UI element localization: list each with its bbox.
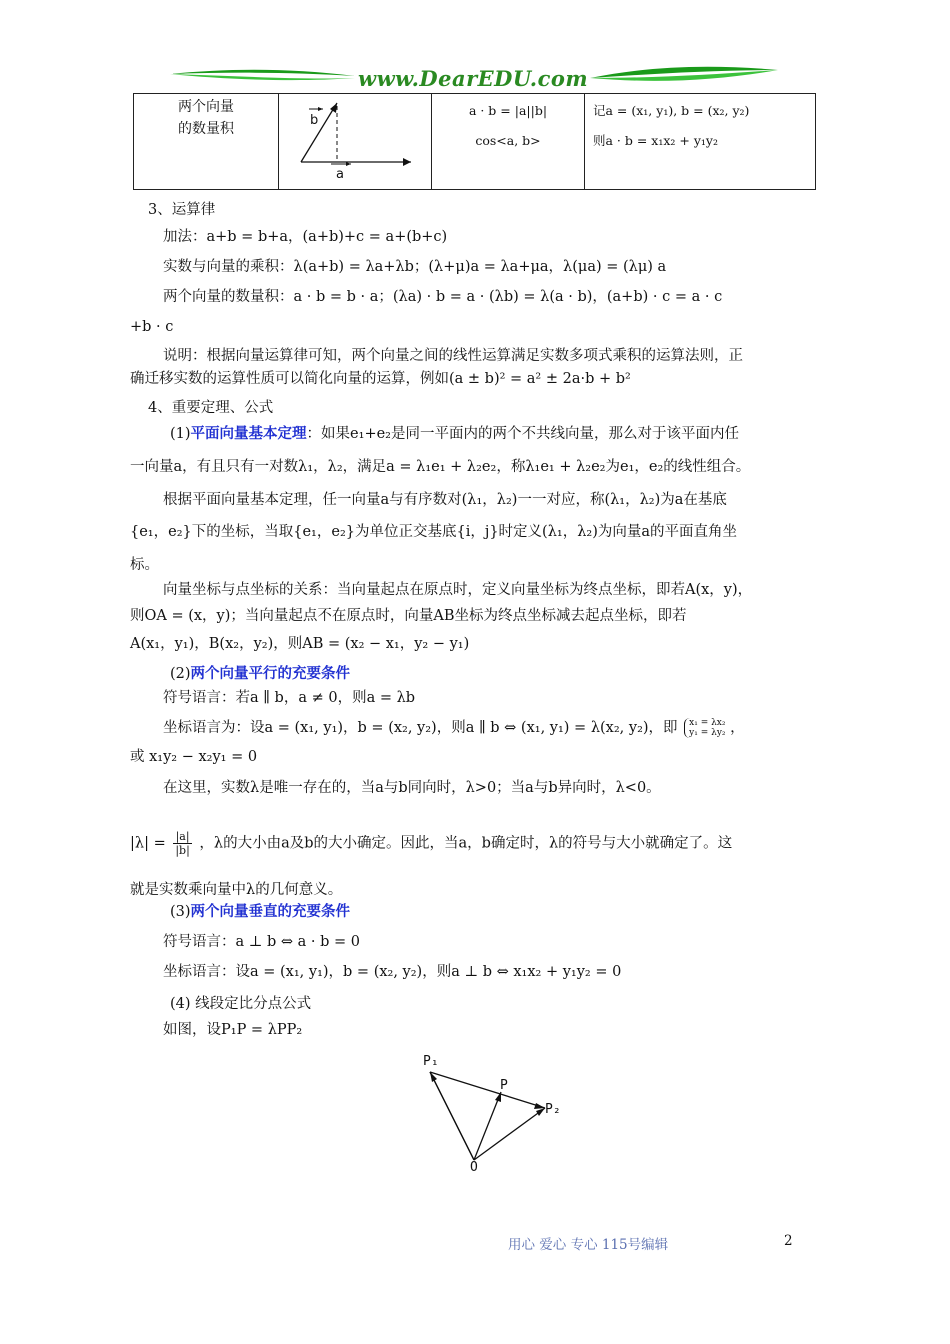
page-number: 2: [784, 1233, 793, 1249]
law-scalar: 实数与向量的乘积：λ(a+b) = λa+λb；(λ+μ)a = λa+μa，λ(μa) = (λμ) a: [163, 259, 667, 275]
table-cell-coord: [585, 94, 816, 190]
figure-label-b: b: [310, 113, 319, 128]
theorem1-title: 平面向量基本定理: [190, 425, 307, 442]
lambda-sign: 在这里，实数λ是唯一存在的，当a与b同向时，λ>0；当a与b异向时，λ<0。: [163, 780, 661, 796]
section-formula-title: (4) 线段定比分点公式: [170, 996, 312, 1012]
parallel-coord: [163, 718, 745, 738]
section-formula-def: 如图，设P₁P = λPP₂: [163, 1022, 303, 1038]
figure-label-a: a: [336, 167, 344, 182]
lambda-abs: |λ| =: [130, 835, 166, 852]
parallel-heading: [170, 664, 350, 684]
footer-slogan: 用心 爱心 专心 115号编辑: [508, 1237, 669, 1253]
lambda-meaning: 就是实数乘向量中λ的几何意义。: [130, 882, 343, 898]
figure-label-p2: P₂: [545, 1102, 561, 1117]
coord-relation-line1: 向量坐标与点坐标的关系：当向量起点在原点时，定义向量坐标为终点坐标，即若A(x，y)，: [163, 582, 753, 598]
parallel-symbol: 符号语言：若a ∥ b，a ≠ 0，则a = λb: [163, 690, 416, 706]
theorem1-line4: {e₁，e₂}下的坐标，当取{e₁，e₂}为单位正交基底{i，j}时定义(λ₁，λ₂)为向量a的平面直角坐: [130, 524, 738, 540]
coord-line2: 则a · b = x₁x₂ + y₁y₂: [593, 133, 718, 148]
theorem1-line2: 一向量a，有且只有一对数λ₁，λ₂，满足a = λ₁e₁ + λ₂e₂，称λ₁e₁ + λ₂e₂为e₁，e₂的线性组合。: [130, 459, 751, 475]
section3-title: 3、运算律: [148, 202, 216, 218]
theorem1-line1: [170, 424, 739, 444]
table-name-line2: 的数量积: [178, 121, 234, 137]
header-banner: [170, 62, 780, 96]
lambda-magnitude-text: ，λ的大小由a及b的大小确定。因此，当a，b确定时，λ的符号与大小就确定了。这: [199, 835, 733, 852]
parallel-system-eq1: x₁ = λx₂: [689, 718, 726, 728]
law-dot: 两个向量的数量积：a · b = b · a；(λa) · b = a · (λb) = λ(a · b)，(a+b) · c = a · c: [163, 289, 723, 305]
figure-label-o: O: [470, 1160, 478, 1175]
parallel-system-eq2: y₁ = λy₂: [689, 728, 726, 738]
figure-label-p1: P₁: [423, 1054, 439, 1069]
note-line1: 说明：根据向量运算律可知，两个向量之间的线性运算满足实数多项式乘积的运算法则，正: [163, 348, 743, 364]
parallel-coord-text: 坐标语言为：设a = (x₁, y₁)，b = (x₂, y₂)，则a ∥ b ⇔ (x₁, y₁) = λ(x₂, y₂)，即: [163, 720, 678, 736]
coord-relation-line3: A(x₁，y₁)，B(x₂，y₂)，则AB = (x₂ − x₁，y₂ − y₁): [130, 636, 470, 652]
site-logo: www.DearEDU.com: [358, 66, 589, 91]
dot-product-figure: [279, 94, 429, 189]
coord-line1: 记a = (x₁, y₁), b = (x₂, y₂): [593, 103, 750, 118]
law-dot-cont: +b · c: [130, 319, 174, 335]
parallel-system: [684, 718, 725, 738]
parallel-coord-end: ，: [730, 720, 745, 736]
parallel-prefix: (2): [170, 666, 191, 682]
dot-product-definition: a · b = |a||b| cos<a, b>: [468, 103, 548, 148]
section4-title: 4、重要定理、公式: [148, 400, 274, 416]
figure-label-p: P: [500, 1078, 508, 1093]
parallel-or: 或 x₁y₂ − x₂y₁ = 0: [130, 749, 258, 765]
fraction-numerator: |a|: [173, 830, 191, 844]
perpendicular-coord: 坐标语言：设a = (x₁, y₁)，b = (x₂, y₂)，则a ⊥ b ⇔ x₁x₂ + y₁y₂ = 0: [163, 964, 622, 980]
theorem1-text: ：如果e₁+e₂是同一平面内的两个不共线向量，那么对于该平面内任: [306, 426, 739, 442]
fraction-denominator: |b|: [175, 844, 190, 857]
law-addition: 加法：a+b = b+a，(a+b)+c = a+(b+c): [163, 229, 448, 245]
lambda-fraction: [173, 830, 191, 857]
parallel-title: 两个向量平行的充要条件: [190, 665, 351, 682]
perpendicular-title: 两个向量垂直的充要条件: [190, 903, 351, 920]
note-line2: 确迁移实数的运算性质可以简化向量的运算，例如(a ± b)² = a² ± 2a·b + b²: [130, 371, 631, 387]
table-name-line1: 两个向量: [178, 99, 234, 115]
dot-product-table: [133, 93, 816, 190]
theorem1-line3: 根据平面向量基本定理，任一向量a与有序数对(λ₁，λ₂)一一对应，称(λ₁，λ₂)为a在基底: [163, 492, 727, 508]
perpendicular-heading: [170, 902, 350, 922]
perpendicular-symbol: 符号语言：a ⊥ b ⇔ a · b = 0: [163, 934, 360, 950]
table-cell-name: [134, 94, 279, 190]
lambda-magnitude: [130, 830, 732, 857]
theorem1-line5: 标。: [130, 557, 159, 573]
perpendicular-prefix: (3): [170, 904, 191, 920]
table-cell-def: [432, 94, 585, 190]
theorem1-prefix: (1): [170, 426, 191, 442]
table-cell-figure: [279, 94, 432, 190]
coord-relation-line2: 则OA = (x，y)；当向量起点不在原点时，向量AB坐标为终点坐标减去起点坐标，即若: [130, 608, 687, 624]
